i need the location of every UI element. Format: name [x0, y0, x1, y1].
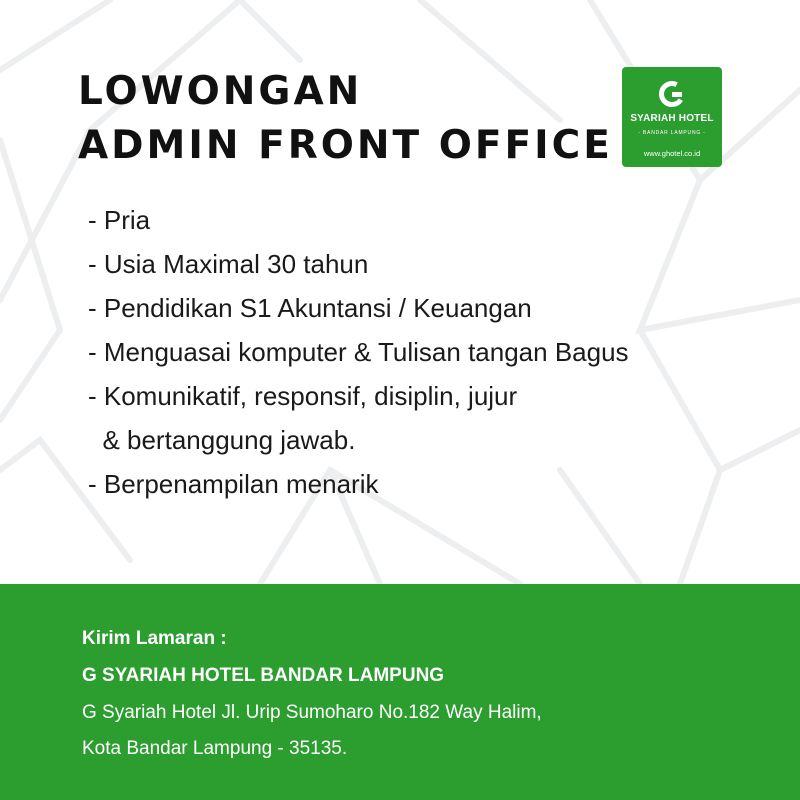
requirement-item: - Komunikatif, responsif, disiplin, jujur: [88, 381, 518, 411]
requirement-item: - Menguasai komputer & Tulisan tangan Bagus: [88, 337, 629, 367]
requirement-item-continued: & bertanggung jawab.: [88, 425, 356, 455]
requirement-item: - Usia Maximal 30 tahun: [88, 249, 369, 279]
requirement-item: - Pendidikan S1 Akuntansi / Keuangan: [88, 293, 532, 323]
title-lowongan: LOWONGAN: [78, 69, 363, 114]
requirement-item: - Pria: [88, 205, 151, 235]
logo-website: www.ghotel.co.id: [643, 149, 701, 158]
g-logo-icon: [622, 79, 722, 114]
send-application-label: Kirim Lamaran :: [82, 628, 227, 649]
requirements-list: [88, 198, 629, 506]
requirement-item: - Berpenampilan menarik: [88, 469, 379, 499]
hotel-logo: [622, 67, 722, 167]
address-line-1: G Syariah Hotel Jl. Urip Sumoharo No.182 Way Halim,: [82, 702, 542, 723]
contact-footer: [0, 584, 800, 800]
logo-city: - BANDAR LAMPUNG -: [638, 130, 706, 136]
address-line-2: Kota Bandar Lampung - 35135.: [82, 738, 348, 759]
title-position: ADMIN FRONT OFFICE: [78, 123, 613, 168]
logo-hotel-name: SYARIAH HOTEL: [630, 113, 714, 124]
footer-hotel-name: G SYARIAH HOTEL BANDAR LAMPUNG: [82, 665, 445, 686]
